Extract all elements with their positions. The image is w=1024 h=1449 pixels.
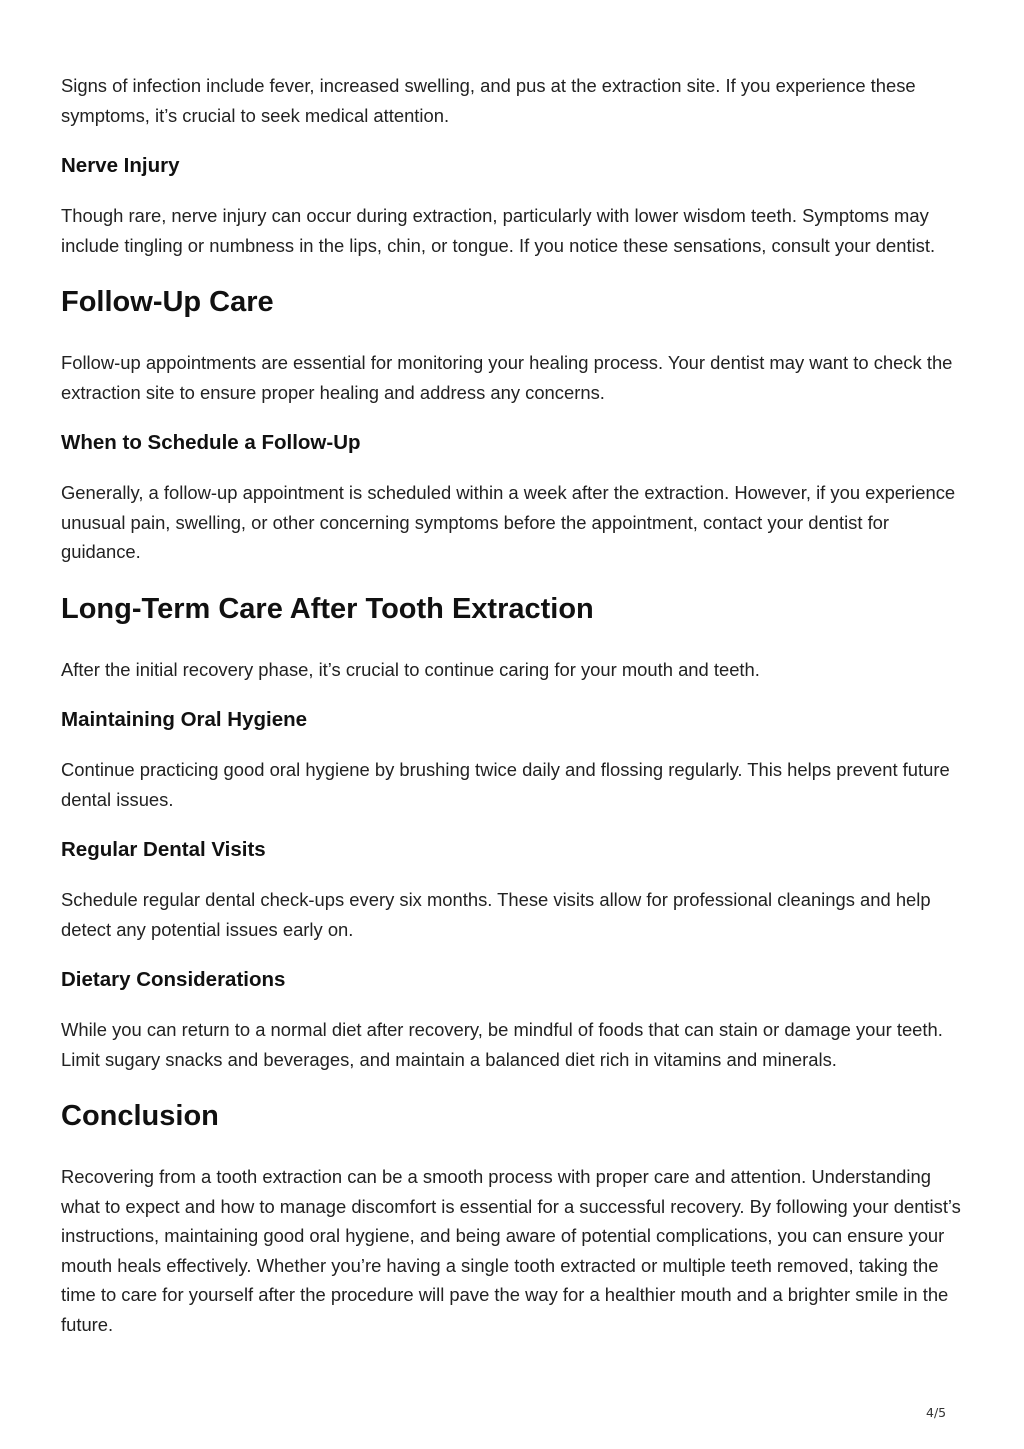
oral-hygiene-paragraph: Continue practicing good oral hygiene by brushing twice daily and flossing regularly. This helps prevent future dental issues.: [61, 759, 950, 810]
infection-paragraph: Signs of infection include fever, increased swelling, and pus at the extraction site. If you experience these symptoms, it’s crucial to seek medical attention.: [61, 75, 916, 126]
follow-up-care-paragraph: Follow-up appointments are essential for monitoring your healing process. Your dentist may want to check the extraction site to ensure proper healing and address any concerns.: [61, 352, 953, 403]
oral-hygiene-heading: Maintaining Oral Hygiene: [61, 708, 308, 731]
dietary-paragraph: While you can return to a normal diet after recovery, be mindful of foods that can stain or damage your teeth. Limit sugary snacks and beverages, and maintain a balanced diet rich in vitamins and minerals.: [61, 1019, 943, 1070]
long-term-care-heading: Long-Term Care After Tooth Extraction: [61, 592, 594, 625]
nerve-injury-heading: Nerve Injury: [61, 154, 180, 177]
conclusion-heading: Conclusion: [61, 1100, 219, 1132]
when-to-schedule-paragraph: Generally, a follow-up appointment is scheduled within a week after the extraction. However, if you experience unusual pain, swelling, or other concerning symptoms before the appointment, contact your dentist for guidance.: [61, 482, 956, 562]
nerve-injury-paragraph: Though rare, nerve injury can occur during extraction, particularly with lower wisdom teeth. Symptoms may include tingling or numbness in the lips, chin, or tongue. If you notice these sensations, consult your dentist.: [61, 205, 936, 256]
page-number: 4/5: [926, 1405, 947, 1420]
dental-visits-heading: Regular Dental Visits: [61, 838, 266, 861]
dietary-heading: Dietary Considerations: [61, 968, 286, 991]
document-page: [61, 71, 966, 1339]
dental-visits-paragraph: Schedule regular dental check-ups every six months. These visits allow for professional cleanings and help detect any potential issues early on.: [61, 889, 931, 940]
long-term-care-paragraph: After the initial recovery phase, it’s crucial to continue caring for your mouth and teeth.: [61, 658, 760, 680]
when-to-schedule-heading: When to Schedule a Follow-Up: [61, 431, 361, 454]
conclusion-paragraph: Recovering from a tooth extraction can be a smooth process with proper care and attention. Understanding what to expect and how to manage discomfort is essential for a successful recovery. By following your dentist’s instructions, maintaining good oral hygiene, and being aware of potential complications, you can ensure your mouth heals effectively. Whether you’re having a single tooth extracted or multiple teeth removed, taking the time to care for yourself after the procedure will pave the way for a healthier mouth and a brighter smile in the future.: [61, 1166, 961, 1335]
follow-up-care-heading: Follow-Up Care: [61, 286, 274, 318]
